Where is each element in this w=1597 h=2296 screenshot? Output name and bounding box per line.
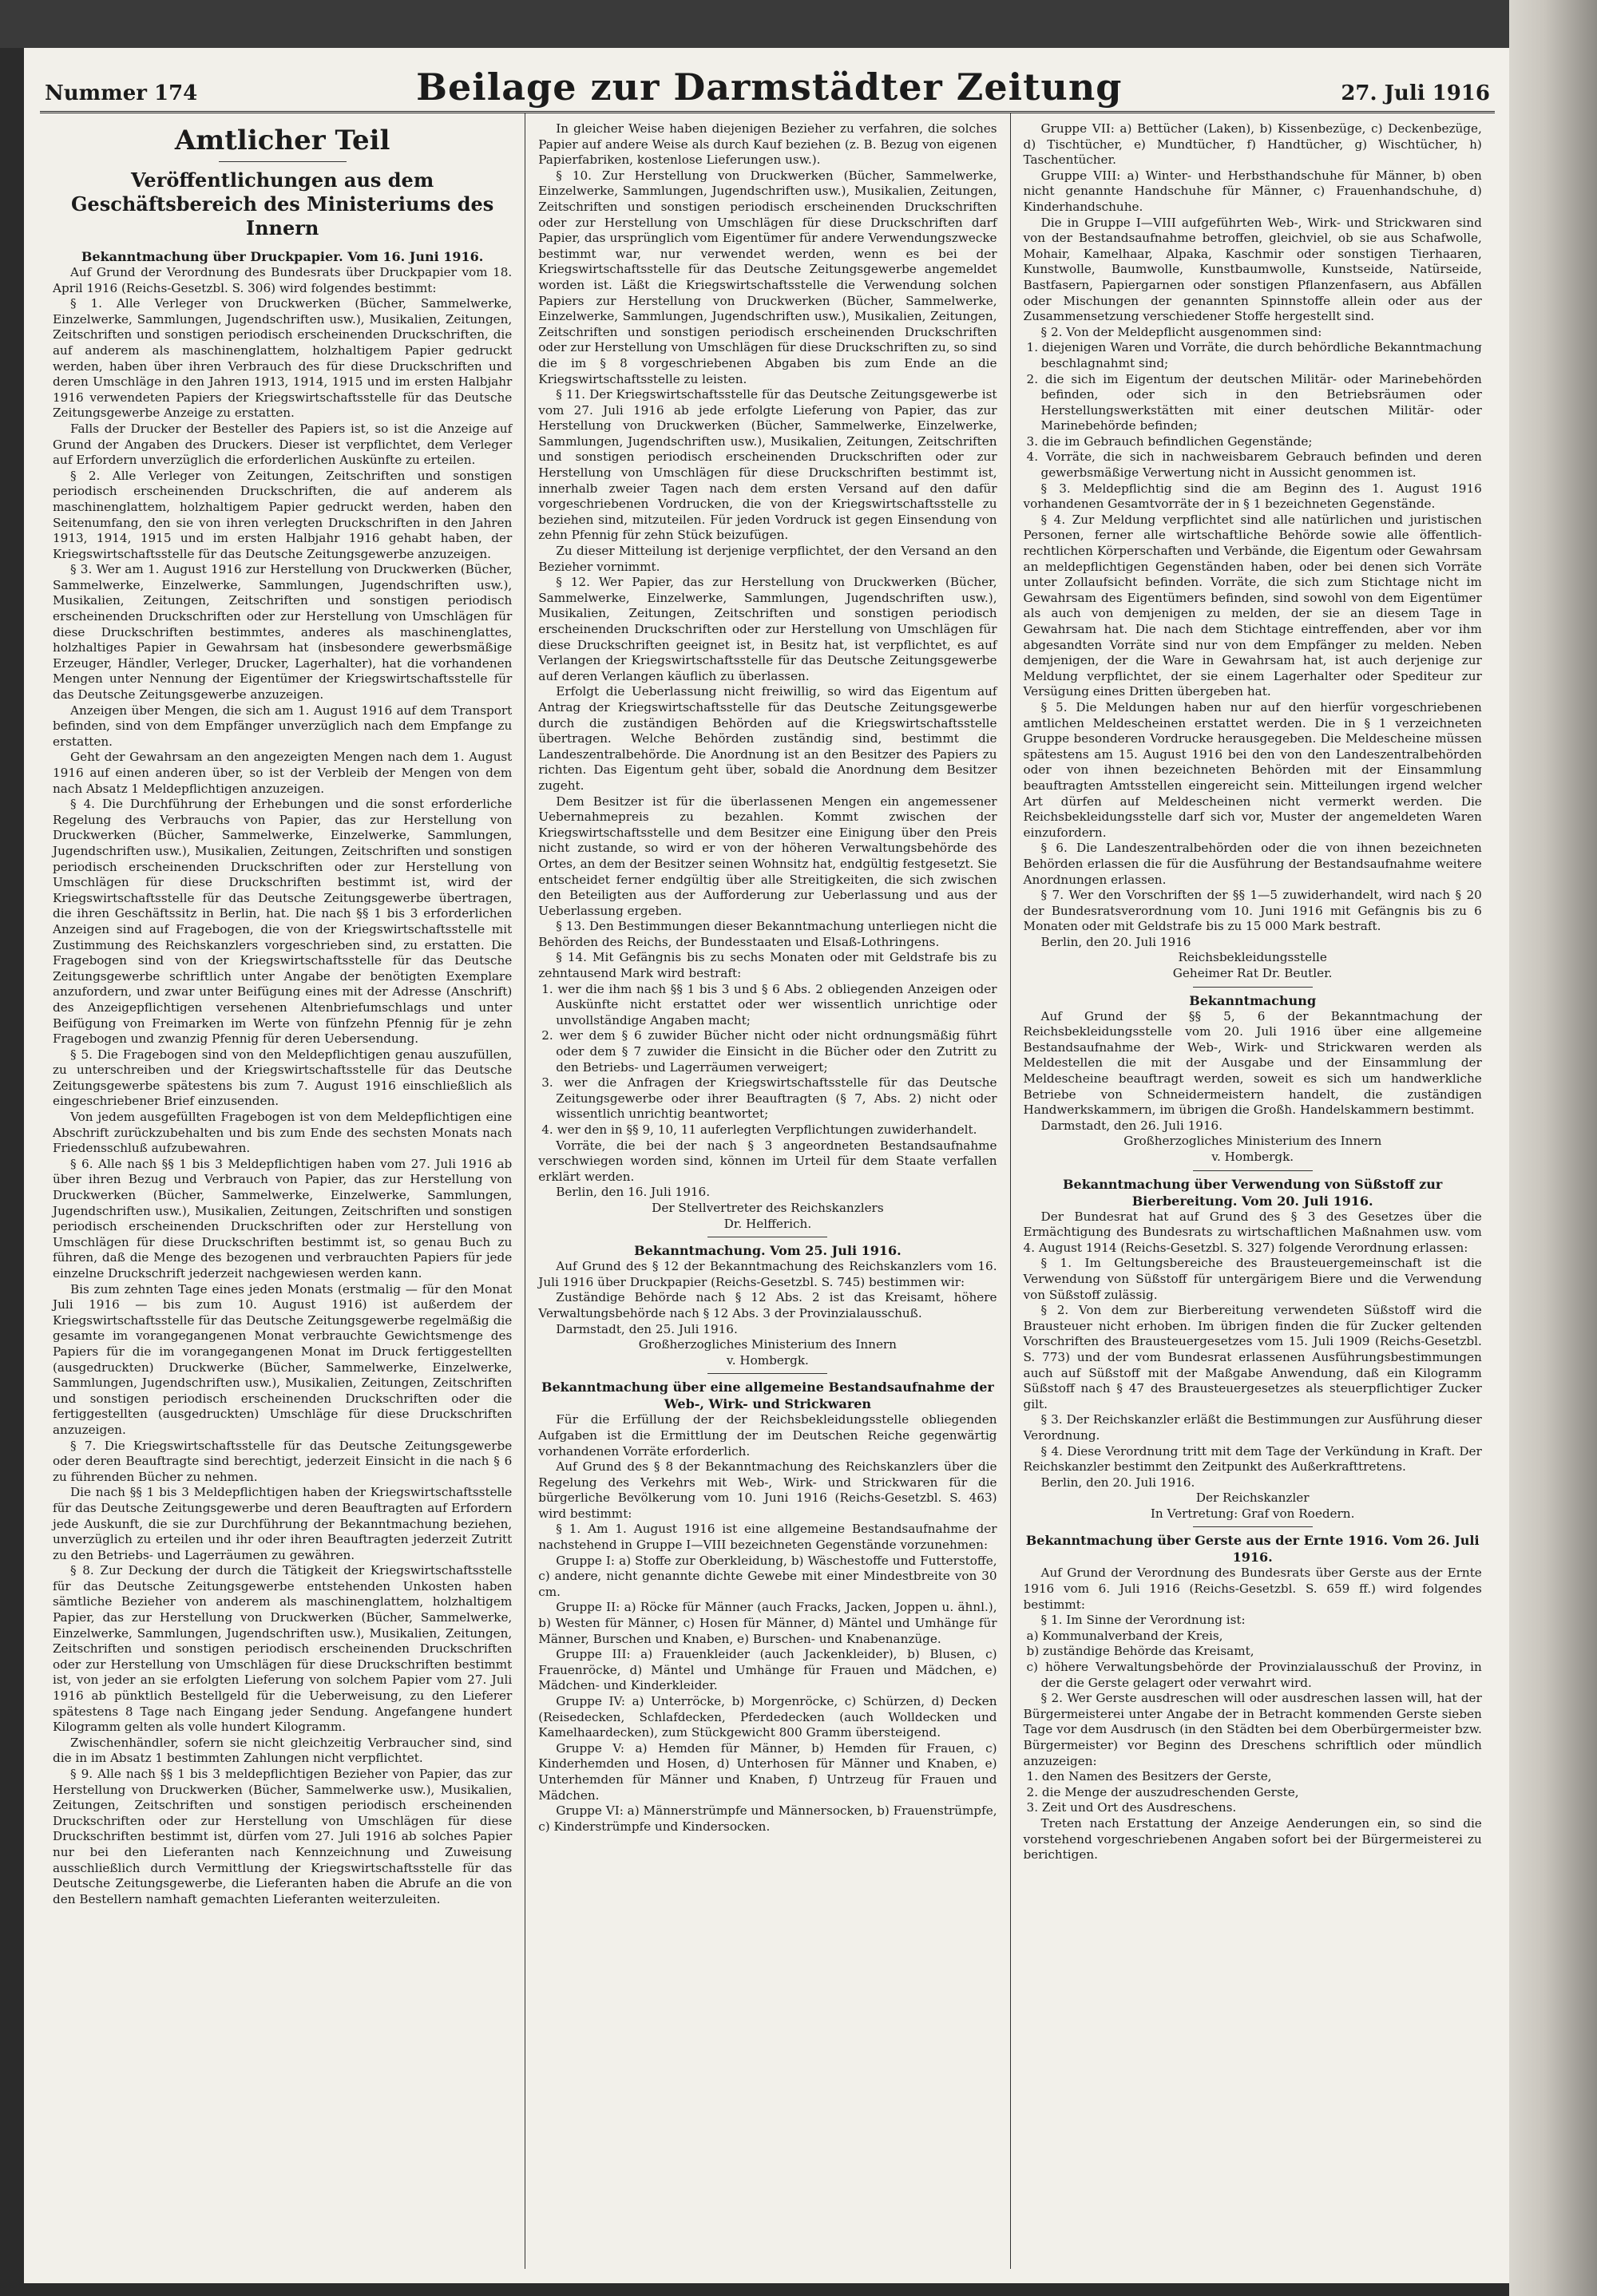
- paragraph: § 14. Mit Gefängnis bis zu sechs Monaten oder mit Geldstrafe bis zu zehntausend Mark wird bestraft:: [538, 950, 997, 981]
- paragraph: § 6. Die Landeszentralbehörden oder die von ihnen bezeichneten Behörden erlassen die für die Ausführung der Bestandsaufnahme weitere Anordnungen erlassen.: [1023, 841, 1482, 887]
- subheading: Veröffentlichungen aus dem Geschäftsbereich des Ministeriums des Innern: [70, 168, 494, 239]
- column-1: [40, 113, 525, 2269]
- signature-name: v. Hombergk.: [1211, 1150, 1294, 1164]
- paragraph: § 1. Im Geltungsbereiche des Brausteuergemeinschaft ist die Verwendung von Süßstoff für untergärigem Biere und die Verwendung von Süßstoff zulässig.: [1023, 1256, 1482, 1302]
- paragraph: Die nach §§ 1 bis 3 Meldepflichtigen haben der Kriegswirtschaftsstelle für das Deutsche Zeitungsgewerbe und deren Beauftragten auf Erfordern jede Auskunft, die sie zur Durchführung der Bekanntmachung beziehen, unverzüglich zu erteilen und ihr oder ihren Beauftragten jederzeit Zutritt zu den Betriebs- und Lagerräumen zu gewähren.: [53, 1485, 513, 1562]
- list-item: b) zuständige Behörde das Kreisamt,: [1026, 1644, 1254, 1659]
- list-item: 4. Vorräte, die sich in nachweisbarem Gebrauch befinden und deren gewerbsmäßige Verwertung nicht in Aussicht genommen ist.: [1026, 449, 1482, 481]
- signature-title: Reichsbekleidungsstelle: [1178, 950, 1327, 965]
- paragraph: Dem Besitzer ist für die überlassenen Mengen ein angemessener Uebernahmepreis zu bezahlen. Kommt zwischen der Kriegswirtschaftsstelle und dem Besitzer eine Einigung über den Preis nicht zustande, so wird er von der höheren Verwaltungsbehörde des Ortes, an dem der Besitzer seinen Wohnsitz hat, endgültig festgesetzt. Sie entscheidet ferner endgültig über alle Streitigkeiten, die sich zwischen den Beteiligten aus der Aufforderung zur Ueberlassung und aus der Ueberlassung ergeben.: [538, 794, 997, 918]
- divider: [707, 1373, 827, 1374]
- column-3: [1010, 113, 1495, 2269]
- signature-title: Der Stellvertreter des Reichskanzlers: [652, 1200, 884, 1215]
- paragraph: § 3. Wer am 1. August 1916 zur Herstellung von Druckwerken (Bücher, Sammelwerke, Einzelwerke, Sammlungen, Jugendschriften usw.), Musikalien, Zeitungen, Zeitschriften und sonstigen periodisch erscheinenden Druckschriften oder zur Herstellung von Umschlägen für diese Druckschriften bestimmtes, anderes als maschinenglattes, holzhaltiges Papier in Gewahrsam hat (insbesondere gewerbsmäßige Erzeuger, Händler, Verleger, Drucker, Lagerhalter), hat die vorhandenen Mengen unter Nennung der Eigentümer der Kriegswirtschaftsstelle für das Deutsche Zeitungsgewerbe anzuzeigen.: [53, 562, 513, 703]
- paragraph: Bis zum zehnten Tage eines jeden Monats (erstmalig — für den Monat Juli 1916 — bis zum 10. August 1916) ist außerdem der Kriegswirtschaftsstelle für das Deutsche Zeitungsgewerbe regelmäßig die gesamte im vorangegangenen Monat verbrauchte Gewichtsmenge des Papiers für die im vorangegangenen Monat im Druck fertiggestellten (ausgedruckten) Druckwerke (Bücher, Sammelwerke, Einzelwerke, Sammlungen, Jugendschriften usw.), Musikalien, Zeitungen, Zeitschriften und sonstigen periodisch erscheinenden Druckschriften oder die fertiggestellten (ausgedruckten) Umschläge für diese Druckschriften anzuzeigen.: [53, 1281, 513, 1437]
- paragraph: Berlin, den 20. Juli 1916.: [1040, 1475, 1195, 1490]
- paragraph: Vorräte, die bei der nach § 3 angeordneten Bestandsaufnahme verschwiegen worden sind, können im Urteil für dem Staate verfallen erklärt werden.: [538, 1138, 997, 1184]
- paragraph: § 3. Der Reichskanzler erläßt die Bestimmungen zur Ausführung dieser Verordnung.: [1023, 1412, 1482, 1443]
- paragraph: Gruppe IV: a) Unterröcke, b) Morgenröcke, c) Schürzen, d) Decken (Reisedecken, Schlafdecken, Pferdedecken (auch Wolldecken und Kamelhaardecken), zum Stückgewicht 800 Gramm übersteigend.: [538, 1694, 997, 1740]
- paragraph: Zu dieser Mitteilung ist derjenige verpflichtet, der den Versand an den Bezieher vornimmt.: [538, 544, 997, 574]
- paragraph: § 2. Alle Verleger von Zeitungen, Zeitschriften und sonstigen periodisch erscheinenden Druckschriften, die auf anderem als maschinenglattem, holzhaltigem Papier gedruckt werden, haben den Seitenumfang, den sie von ihren verlegten Druckschriften in den Jahren 1913, 1914, 1915 und im ersten Halbjahr 1916 gehabt haben, der Kriegswirtschaftsstelle für das Deutsche Zeitungsgewerbe anzuzeigen.: [53, 468, 513, 561]
- dateline: Berlin, den 16. Juli 1916.: [556, 1185, 711, 1200]
- article-title: Bekanntmachung über Verwendung von Süßstoff zur Bierbereitung. Vom 20. Juli 1916.: [1063, 1176, 1443, 1209]
- paragraph: § 5. Die Fragebogen sind von den Meldepflichtigen genau auszufüllen, zu unterschreiben und der Kriegswirtschaftsstelle für das Deutsche Zeitungsgewerbe spätestens bis zum 7. August 1916 einschließlich als eingeschriebener Brief einzusenden.: [53, 1047, 513, 1109]
- paragraph: Auf Grund des § 8 der Bekanntmachung des Reichskanzlers über die Regelung des Verkehrs mit Web-, Wirk- und Strickwaren für die bürgerliche Bevölkerung vom 10. Juni 1916 (Reichs-Gesetzbl. S. 463) wird bestimmt:: [538, 1459, 997, 1521]
- paragraph: Auf Grund der §§ 5, 6 der Bekanntmachung der Reichsbekleidungsstelle vom 20. Juli 1916 über eine allgemeine Bestandsaufnahme der Web-, Wirk- und Strickwaren werden als Meldestellen die mit der Ausgabe und der Einsammlung der Meldescheine beauftragt werden, soweit es sich um handwerkliche Betriebe von Schneidermeistern handelt, die zuständigen Handwerkskammern, im übrigen die Großh. Handelskammern bestimmt.: [1023, 1008, 1482, 1118]
- paragraph: Anzeigen über Mengen, die sich am 1. August 1916 auf dem Transport befinden, sind von dem Empfänger unverzüglich nach dem Empfange zu erstatten.: [53, 703, 513, 749]
- signature-title: Großherzogliches Ministerium des Innern: [1123, 1134, 1382, 1149]
- list-item: 1. wer die ihm nach §§ 1 bis 3 und § 6 Abs. 2 obliegenden Anzeigen oder Auskünfte nicht erstattet oder wer wissentlich unrichtige oder unvollständige Angaben macht;: [541, 981, 997, 1027]
- paragraph: § 3. Meldepflichtig sind die am Beginn des 1. August 1916 vorhandenen Gesamtvorräte der in § 1 bezeichneten Gegenstände.: [1023, 481, 1482, 512]
- paragraph: Darmstadt, den 25. Juli 1916.: [556, 1321, 738, 1336]
- paragraph: § 11. Der Kriegswirtschaftsstelle für das Deutsche Zeitungsgewerbe ist vom 27. Juli 1916 ab jede erfolgte Lieferung von Papier, das zur Herstellung von Druckwerken (Bücher, Sammelwerke, Einzelwerke, Sammlungen, Jugendschriften usw.), Musikalien, Zeitungen, Zeitschriften und sonstigen periodisch erscheinenden Druckschriften oder zur Herstellung von Umschlägen für diese Druckschriften bestimmt ist, innerhalb zweier Tagen nach dem ersten Versand auf den dafür vorgeschriebenen Vordrucken, die von der Kriegswirtschaftsstelle zu beziehen sind, mitzuteilen. Für jeden Vordruck ist gegen Einsendung von zehn Pfennig für zehn Stück beizufügen.: [538, 387, 997, 543]
- paragraph: Geht der Gewahrsam an den angezeigten Mengen nach dem 1. August 1916 auf einen anderen über, so ist der Verbleib der Mengen von dem nach Absatz 1 Meldepflichtigen anzuzeigen.: [53, 750, 513, 796]
- divider: [1193, 987, 1313, 988]
- paragraph: Auf Grund der Verordnung des Bundesrats über Druckpapier vom 18. April 1916 (Reichs-Gesetzbl. S. 306) wird folgendes bestimmt:: [53, 265, 513, 295]
- list-item: 3. die im Gebrauch befindlichen Gegenstände;: [1026, 433, 1313, 449]
- paragraph: § 7. Die Kriegswirtschaftsstelle für das Deutsche Zeitungsgewerbe oder deren Beauftragte sind berechtigt, jederzeit Einsicht in die nach § 6 zu führenden Bücher zu nehmen.: [53, 1438, 513, 1484]
- signature-title: Der Reichskanzler: [1195, 1490, 1310, 1506]
- paragraph: Gruppe I: a) Stoffe zur Oberkleidung, b) Wäschestoffe und Futterstoffe, c) andere, nicht genannte dichte Gewebe mit einer Mindestbreite von 30 cm.: [538, 1553, 997, 1599]
- list-item: 4. wer den in §§ 9, 10, 11 auferlegten Verpflichtungen zuwiderhandelt.: [541, 1122, 977, 1137]
- paragraph: § 5. Die Meldungen haben nur auf den hierfür vorgeschriebenen amtlichen Meldescheinen erstattet werden. Die in § 1 verzeichneten Gruppe besonderen Vordrucke herausgegeben. Die Meldescheine müssen spätestens am 15. August 1916 bei den von den Landeszentralbehörden oder von ihnen bezeichneten Behörden mit der Einsammlung beauftragten Amtsstellen eingereicht sein. Mitteilungen irgend welcher Art dürfen auf Meldescheinen nicht vermerkt werden. Die Reichsbekleidungsstelle darf sich vor, Muster der angemeldeten Waren einzufordern.: [1023, 699, 1482, 840]
- paragraph: § 2. Von der Meldepflicht ausgenommen sind:: [1040, 324, 1322, 339]
- paragraph: Falls der Drucker der Besteller des Papiers ist, so ist die Anzeige auf Grund der Angaben des Druckers. Dieser ist verpflichtet, dem Verleger auf Erfordern unverzüglich die erforderlichen Auskünfte zu erteilen.: [53, 421, 513, 468]
- paragraph: Gruppe VII: a) Bettücher (Laken), b) Kissenbezüge, c) Deckenbezüge, d) Tischtücher, e) Mundtücher, f) Handtücher, g) Wischtücher, h) Taschentücher.: [1023, 121, 1482, 168]
- paragraph: § 13. Den Bestimmungen dieser Bekanntmachung unterliegen nicht die Behörden des Reichs, der Bundesstaaten und Elsaß-Lothringens.: [538, 919, 997, 949]
- newspaper-page: [24, 48, 1509, 2283]
- paragraph: § 8. Zur Deckung der durch die Tätigkeit der Kriegswirtschaftsstelle für das Deutsche Zeitungsgewerbe entstehenden Unkosten haben sämtliche Bezieher von anderem als maschinenglattem, holzhaltigem Papier, das zur Herstellung von Druckwerken (Bücher, Sammelwerke, Einzelwerke, Sammlungen, Jugendschriften usw.), Musikalien, Zeitungen, Zeitschriften und sonstigen periodisch erscheinenden Druckschriften oder zur Herstellung von Umschlägen für diese Druckschriften bestimmt ist, von jeder an sie erfolgten Lieferung von solchem Papier vom 27. Juli 1916 ab pünktlich Bestellgeld für die Ueberweisung, zu den Lieferer spätestens 8 Tage nach Eingang jeder Sendung. Angefangene hundert Kilogramm gelten als volle hundert Kilogramm.: [53, 1563, 513, 1735]
- issue-date: 27. Juli 1916: [1341, 81, 1490, 105]
- list-item: 3. wer die Anfragen der Kriegswirtschaftsstelle für das Deutsche Zeitungsgewerbe oder ihrer Beauftragten (§ 7, Abs. 2) nicht oder wissentlich unrichtig beantwortet;: [541, 1075, 997, 1122]
- signature-title: Großherzogliches Ministerium des Innern: [638, 1337, 897, 1352]
- article-title: Bekanntmachung über eine allgemeine Bestandsaufnahme der Web-, Wirk- und Strickwaren: [541, 1380, 994, 1412]
- list-item: 1. diejenigen Waren und Vorräte, die durch behördliche Bekanntmachung beschlagnahmt sind;: [1026, 340, 1482, 370]
- signature-name: In Vertretung: Graf von Roedern.: [1150, 1506, 1355, 1521]
- paragraph: Gruppe VIII: a) Winter- und Herbsthandschuhe für Männer, b) oben nicht genannte Handschuhe für Männer, c) Frauenhandschuhe, d) Kinderhandschuhe.: [1023, 168, 1482, 214]
- scan-top-margin: [0, 0, 1509, 48]
- list-item: 2. wer dem § 6 zuwider Bücher nicht oder nicht ordnungsmäßig führt oder dem § 7 zuwider die Einsicht in die Bücher oder den Zutritt zu den Betriebs- und Lagerräumen verweigert;: [541, 1028, 997, 1075]
- paragraph: Erfolgt die Ueberlassung nicht freiwillig, so wird das Eigentum auf Antrag der Kriegswirtschaftsstelle für das Deutsche Zeitungsgewerbe durch die zuständigen Behörden auf die Kriegswirtschaftsstelle übertragen. Welche Behörden zuständig sind, bestimmt die Landeszentralbehörde. Die Anordnung ist an den Besitzer des Papiers zu richten. Das Eigentum geht über, sobald die Anordnung dem Besitzer zugeht.: [538, 684, 997, 793]
- paragraph: Gruppe II: a) Röcke für Männer (auch Fracks, Jacken, Joppen u. ähnl.), b) Westen für Männer, c) Hosen für Männer, d) Mäntel und Umhänge für Männer, Burschen und Knaben, e) Burschen- und Knabenanzüge.: [538, 1600, 997, 1646]
- signature-name: v. Hombergk.: [726, 1352, 809, 1368]
- scan-binding-edge: [1509, 0, 1597, 2296]
- paragraph: Zuständige Behörde nach § 12 Abs. 2 ist das Kreisamt, höhere Verwaltungsbehörde nach § 12 Abs. 3 der Provinzialausschuß.: [538, 1290, 997, 1320]
- paragraph: Darmstadt, den 26. Juli 1916.: [1040, 1118, 1223, 1133]
- signature-name: Dr. Helfferich.: [723, 1216, 812, 1231]
- article-title: Bekanntmachung über Gerste aus der Ernte 1916. Vom 26. Juli 1916.: [1025, 1533, 1480, 1566]
- paragraph: § 4. Die Durchführung der Erhebungen und die sonst erforderliche Regelung des Verbrauchs von Papier, das zur Herstellung von Druckwerken (Bücher, Sammelwerke, Einzelwerke, Sammlungen, Jugendschriften usw.), Musikalien, Zeitungen, Zeitschriften und sonstigen periodisch erscheinenden Druckschriften oder zur Herstellung von Umschlägen für diese Druckschriften bestimmt ist, wird der Kriegswirtschaftsstelle für das Deutsche Zeitungsgewerbe übertragen, die ihren Geschäftssitz in Berlin, hat. Die nach §§ 1 bis 3 erforderlichen Anzeigen sind auf Fragebogen, die von der Kriegswirtschaftsstelle mit Zustimmung des Reichskanzlers vorgeschrieben sind, zu erstatten. Die Fragebogen sind von der Kriegswirtschaftsstelle für das Deutsche Zeitungsgewerbe schriftlich unter Angabe der benötigten Exemplare anzufordern, und zwar unter Beifügung eines mit der Adresse (Anschrift) des Anzeigepflichtigen versehenen Altenbriefumschlags und unter Beifügung von Freimarken im Werte von fünfzehn Pfennig für je zehn Fragebogen und zwanzig Pfennig für deren Uebersendung.: [53, 797, 513, 1047]
- divider: [219, 161, 347, 162]
- column-2: [525, 113, 1009, 2269]
- paragraph: § 1. Im Sinne der Verordnung ist:: [1040, 1613, 1246, 1628]
- paragraph: Gruppe V: a) Hemden für Männer, b) Hemden für Frauen, c) Kinderhemden und Hosen, d) Unterhosen für Männer und Knaben, e) Unterhemden für Männer und Knaben, f) Untrzeug für Frauen und Mädchen.: [538, 1740, 997, 1803]
- list-item: c) höhere Verwaltungsbehörde der Provinzialausschuß der Provinz, in der die Gerste gelagert oder verwahrt wird.: [1026, 1660, 1482, 1690]
- paragraph: § 4. Diese Verordnung tritt mit dem Tage der Verkündung in Kraft. Der Reichskanzler bestimmt den Zeitpunkt des Außerkrafttretens.: [1023, 1443, 1482, 1475]
- paragraph: Die in Gruppe I—VIII aufgeführten Web-, Wirk- und Strickwaren sind von der Bestandsaufnahme betroffen, gleichviel, ob sie aus Schafwolle, Mohair, Kamelhaar, Alpaka, Kaschmir oder sonstigen Tierhaaren, Kunstwolle, Baumwolle, Kunstbaumwolle, Kunstseide, Natürseide, Bastfasern, Papiergarnen oder sonstigen Pflanzenfasern, aus Abfällen oder Mischungen der genannten Spinnstoffe allein oder aus der Zusammensetzung verschiedener Stoffe hergestellt sind.: [1023, 215, 1482, 324]
- divider: [1193, 1170, 1313, 1171]
- paragraph: § 2. Von dem zur Bierbereitung verwendeten Süßstoff wird die Brausteuer nicht erhoben. Im übrigen finden die für Zucker geltenden Vorschriften des Brausteuergesetzes vom 15. Juli 1909 (Reichs-Gesetzbl. S. 773) und der vom Bundesrat erlassenen Ausführungsbestimmungen auch auf Süßstoff mit der Maßgabe Anwendung, daß ein Kilogramm Süßstoff nach § 47 des Brausteuergesetzes als steuerpflichtiger Zucker gilt.: [1023, 1303, 1482, 1411]
- list-item: 3. Zeit und Ort des Ausdreschens.: [1026, 1800, 1237, 1815]
- paragraph: § 12. Wer Papier, das zur Herstellung von Druckwerken (Bücher, Sammelwerke, Einzelwerke, Sammlungen, Jugendschriften usw.), Musikalien, Zeitungen, Zeitschriften und sonstigen periodisch erscheinenden Druckschriften oder zur Herstellung von Umschlägen für diese Druckschriften geeignet ist, in Besitz hat, ist verpflichtet, es auf Verlangen der Kriegswirtschaftsstelle für das Deutsche Zeitungsgewerbe auf deren Verlangen käuflich zu überlassen.: [538, 575, 997, 683]
- dateline: Berlin, den 20. Juli 1916: [1040, 934, 1191, 949]
- issue-number: Nummer 174: [45, 81, 198, 105]
- paragraph: § 1. Alle Verleger von Druckwerken (Bücher, Sammelwerke, Einzelwerke, Sammlungen, Jugendschriften usw.), Musikalien, Zeitungen, Zeitschriften und sonstigen periodisch erscheinenden Druckschriften, die auf anderem als maschinenglattem, holzhaltigem Papier gedruckt werden, haben über ihren Verbrauch des für diese Druckschriften und deren Umschläge in den Jahren 1913, 1914, 1915 und im ersten Halbjahr 1916 verwendeten Papiers der Kriegswirtschaftsstelle für das Deutsche Zeitungsgewerbe Anzeige zu erstatten.: [53, 296, 513, 421]
- columns: [40, 113, 1495, 2269]
- paragraph: In gleicher Weise haben diejenigen Bezieher zu verfahren, die solches Papier auf andere Weise als durch Kauf beziehen (z. B. Bezug von eigenen Papierfabriken, kostenlose Lieferungen usw.).: [538, 121, 997, 168]
- paragraph: Gruppe VI: a) Männerstrümpfe und Männersocken, b) Frauenstrümpfe, c) Kinderstrümpfe und Kindersocken.: [538, 1803, 997, 1834]
- paragraph: § 7. Wer den Vorschriften der §§ 1—5 zuwiderhandelt, wird nach § 20 der Bundesratsverordnung vom 10. Juni 1916 mit Gefängnis bis zu 6 Monaten oder mit Geldstrafe bis zu 15 000 Mark bestraft.: [1023, 888, 1482, 934]
- paragraph: § 2. Wer Gerste ausdreschen will oder ausdreschen lassen will, hat der Bürgermeisterei unter Angabe der in Betracht kommenden Gerste sieben Tage vor dem Ausdrusch (in den Städten bei dem Oberbürgermeister bzw. Bürgermeister) vor Beginn des Dreschens schriftlich oder mündlich anzuzeigen:: [1023, 1691, 1482, 1768]
- paragraph: § 4. Zur Meldung verpflichtet sind alle natürlichen und juristischen Personen, ferner alle wirtschaftliche Behörde sowie alle öffentlich-rechtlichen Körperschaften und Verbände, die Eigentum oder Gewahrsam an meldepflichtigen Gegenständen haben, oder bei denen sich Vorräte unter Zollaufsicht befinden. Vorräte, die sich zum Stichtage nicht im Gewahrsam des Eigentümers befinden, sind sowohl von dem Eigentümer als auch von demjenigen zu melden, der sie an diesem Tage in Gewahrsam hat. Die nach dem Stichtage eintreffenden, aber vor ihm abgesandten Vorräte sind nur von dem Empfänger zu melden. Neben demjenigen, der die Ware in Gewahrsam hat, ist auch derjenige zur Meldung verpflichtet, der sie einem Lagerhalter oder Spediteur zur Versügung eines Dritten übergeben hat.: [1023, 512, 1482, 699]
- article-title: Bekanntmachung. Vom 25. Juli 1916.: [634, 1243, 902, 1259]
- list-item: 1. den Namen des Besitzers der Gerste,: [1026, 1769, 1272, 1784]
- paragraph: § 10. Zur Herstellung von Druckwerken (Bücher, Sammelwerke, Einzelwerke, Sammlungen, Jugendschriften usw.), Musikalien, Zeitungen, Zeitschriften und sonstigen periodisch erscheinenden Druckschriften oder zur Herstellung von Umschlägen für diese Druckschriften darf Papier, das ursprünglich vom Eigentümer für andere Verwendungszwecke bestimmt war, nur verwendet werden, wenn es bei der Kriegswirtschaftsstelle für das Deutsche Zeitungsgewerbe angemeldet worden ist. Läßt die Kriegswirtschaftsstelle die Verwendung solchen Papiers zur Herstellung von Druckwerken (Bücher, Sammelwerke, Einzelwerke, Sammlungen, Jugendschriften usw.), Musikalien, Zeitungen, Zeitschriften und sonstigen periodisch erscheinenden Druckschriften oder zur Herstellung von Umschlägen für diese Druckschriften zu, so sind die im § 8 vorgeschriebenen Abgaben bis zum Ende an die Kriegswirtschaftsstelle zu leisten.: [538, 168, 997, 386]
- paragraph: Zwischenhändler, sofern sie nicht gleichzeitig Verbraucher sind, sind die in im Absatz 1 bestimmten Zahlungen nicht verpflichtet.: [53, 1735, 513, 1766]
- divider: [1193, 1526, 1313, 1527]
- paragraph: Auf Grund des § 12 der Bekanntmachung des Reichskanzlers vom 16. Juli 1916 über Druckpapier (Reichs-Gesetzbl. S. 745) bestimmen wir:: [538, 1259, 997, 1289]
- list-item: 2. die sich im Eigentum der deutschen Militär- oder Marinebehörden befinden, oder sich in den Betriebsräumen oder Herstellungswerkstätten mit einer deutschen Militär- oder Marinebehörde befinden;: [1026, 371, 1482, 433]
- paragraph: § 6. Alle nach §§ 1 bis 3 Meldepflichtigen haben vom 27. Juli 1916 ab über ihren Bezug und Verbrauch von Papier, das zur Herstellung von Druckwerken (Bücher, Sammelwerke, Einzelwerke, Sammlungen, Jugendschriften usw.), Musikalien, Zeitungen, Zeitschriften und sonstigen periodisch erscheinenden Druckschriften oder zur Herstellung von Umschlägen für diese Druckschriften bestimmt ist, so genau Buch zu führen, daß die Menge des bezogenen und verbrauchten Papiers für jede einzelne Druckschrift jederzeit nachgewiesen werden kann.: [53, 1156, 513, 1281]
- article-title: Bekanntmachung: [1189, 992, 1317, 1008]
- article-title: Bekanntmachung über Druckpapier. Vom 16. Juni 1916.: [81, 249, 484, 264]
- paragraph: Gruppe III: a) Frauenkleider (auch Jackenkleider), b) Blusen, c) Frauenröcke, d) Mäntel und Umhänge für Frauen und Mädchen, e) Mädchen- und Kinderkleider.: [538, 1647, 997, 1693]
- paragraph: § 1. Am 1. August 1916 ist eine allgemeine Bestandsaufnahme der nachstehend in Gruppe I—VIII bezeichneten Gegenstände vorzunehmen:: [538, 1522, 997, 1553]
- newspaper-title: Beilage zur Darmstädter Zeitung: [416, 65, 1123, 109]
- list-item: 2. die Menge der auszudreschenden Gerste,: [1026, 1784, 1299, 1799]
- list-item: a) Kommunalverband der Kreis,: [1026, 1628, 1223, 1643]
- paragraph: Der Bundesrat hat auf Grund des § 3 des Gesetzes über die Ermächtigung des Bundesrats zu wirtschaftlichen Maßnahmen usw. vom 4. August 1914 (Reichs-Gesetzbl. S. 327) folgende Verordnung erlassen:: [1023, 1209, 1482, 1255]
- section-heading: Amtlicher Teil: [174, 125, 390, 156]
- paragraph: Für die Erfüllung der der Reichsbekleidungsstelle obliegenden Aufgaben ist die Ermittlung der im Deutschen Reiche gegenwärtig vorhandenen Vorräte erforderlich.: [538, 1412, 997, 1459]
- signature-name: Geheimer Rat Dr. Beutler.: [1172, 966, 1333, 981]
- paragraph: Auf Grund der Verordnung des Bundesrats über Gerste aus der Ernte 1916 vom 6. Juli 1916 (Reichs-Gesetzbl. S. 659 ff.) wird folgendes bestimmt:: [1023, 1566, 1482, 1612]
- paragraph: § 9. Alle nach §§ 1 bis 3 meldepflichtigen Bezieher von Papier, das zur Herstellung von Druckwerken (Bücher, Sammelwerke usw.), Musikalien, Zeitungen, Zeitschriften und sonstigen periodisch erscheinenden Druckschriften oder zur Herstellung von Umschlägen für diese Druckschriften bestimmt ist, dürfen vom 27. Juli 1916 ab solches Papier nur bei den Lieferanten nach Kennzeichnung und Zuweisung ausschließlich durch Vermittlung der Kriegswirtschaftsstelle für das Deutsche Zeitungsgewerbe, die Lieferanten haben die Abrufe an die von den Bestellern namhaft gemachten Lieferanten weiterzuleiten.: [53, 1767, 513, 1906]
- masthead: [40, 65, 1495, 113]
- paragraph: Von jedem ausgefüllten Fragebogen ist von dem Meldepflichtigen eine Abschrift zurückzubehalten und bis zum Ende des sechsten Monats nach Friedensschluß aufzubewahren.: [53, 1110, 513, 1156]
- paragraph: Treten nach Erstattung der Anzeige Aenderungen ein, so sind die vorstehend vorgeschriebenen Angaben sofort bei der Bürgermeisterei zu berichtigen.: [1023, 1815, 1482, 1863]
